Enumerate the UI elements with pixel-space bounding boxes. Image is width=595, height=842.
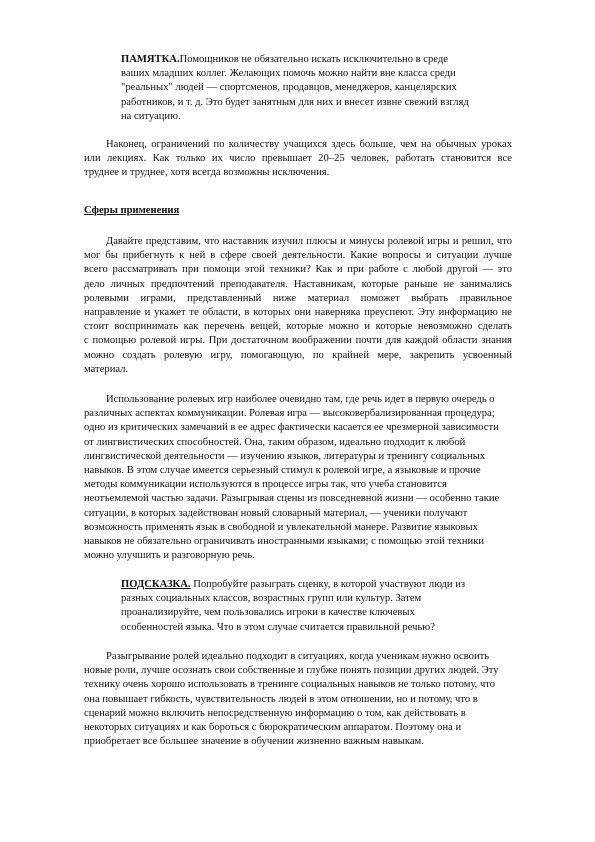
- paragraph-line: некоторых ситуациях и как бороться с бюрократическим аппаратом. Поэтому она и: [84, 722, 462, 734]
- hint-line: Попробуйте разыграть сценку, в которой участвуют люди из: [190, 579, 466, 590]
- paragraph-3: [84, 393, 512, 563]
- section-heading: Сферы применения: [84, 205, 180, 216]
- note-label: ПАМЯТКА.: [121, 54, 180, 65]
- paragraph-line: новые роли, лучше осознать свои собственные и глубже понять позиции других людей. Эту: [84, 665, 499, 677]
- paragraph-line: можно создать ролевую игру, помогающую, по крайней мере, закрепить усвоенный: [84, 349, 512, 361]
- paragraph-line: возможность применять язык в свободной и увлекательной манере. Развитие языковых: [84, 521, 478, 533]
- paragraph-line: приобретает все большее значение в обучении жизненно важным навыкам.: [84, 736, 424, 748]
- hint-line: проанализируйте, чем пользовались игроки в качестве ключевых: [121, 607, 415, 619]
- note-line: "реальных" людей — спортсменов, продавцов, менеджеров, канцелярских: [121, 82, 457, 94]
- paragraph-line: труднее и труднее, хотя всегда возможны исключения.: [84, 167, 330, 179]
- paragraph-line: материал.: [84, 363, 129, 375]
- paragraph-4: [84, 650, 512, 749]
- hint-line: разных социальных классов, возрастных групп или культур. Затем: [121, 593, 422, 605]
- paragraph-line: Разыгрывание ролей идеально подходит в ситуациях, когда ученикам нужно освоить: [106, 651, 490, 662]
- paragraph-line: с помощью ролевой игры. При достаточном воображении почти для каждой области знания: [84, 335, 512, 347]
- paragraph-line: навыков. В этом случае имеется серьезный стимул к ролевой игре, а языковые и прочие: [84, 465, 481, 477]
- hint-label: ПОДСКАЗКА.: [121, 579, 191, 590]
- paragraph-line: дело личных предпочтений преподавателя. Наставникам, которые раньше не занимались: [84, 278, 512, 290]
- paragraph-line: Наконец, ограничений по количеству учащихся здесь больше, чем на обычных уроках: [106, 139, 512, 150]
- note-line: Помощников не обязательно искать исключительно в среде: [179, 54, 448, 65]
- paragraph-1: [84, 138, 512, 181]
- hint-box: [121, 578, 496, 635]
- paragraph-line: от лингвистических способностей. Она, таким образом, идеально подходит к любой: [84, 436, 466, 448]
- paragraph-line: Использование ролевых игр наиболее очевидно там, где речь идет в первую очередь о: [106, 394, 495, 405]
- paragraph-line: ролевыми играми, представленный ниже материал поможет выбрать правильное: [84, 292, 512, 304]
- paragraph-line: неотъемлемой частью задачи. Разыгрывая сцены из повседневной жизни — особенно такие: [84, 493, 500, 505]
- paragraph-line: Давайте представим, что наставник изучил плюсы и минусы ролевой игры и решил, что: [106, 236, 512, 247]
- note-first-line: [121, 53, 496, 67]
- paragraph-line: методы коммуникации используются в процессе игры так, что учеба становится: [84, 479, 447, 491]
- note-line: на ситуацию.: [121, 110, 181, 122]
- paragraph-line: сценарий можно включить непосредственную информацию о том, как действовать в: [84, 707, 466, 719]
- paragraph-line: стоит воспринимать как перечень вещей, которые можно и которые невозможно сделать: [84, 321, 512, 333]
- paragraph-line: направление и укажет те области, в которых они наверняка преуспеют. Эту информацию не: [84, 307, 512, 319]
- paragraph-line: ситуации, в которых задействован новый словарный материал, — ученики получают: [84, 507, 468, 519]
- paragraph-line: различных аспектах коммуникации. Ролевая игра — высоковербализированная процедура;: [84, 408, 495, 420]
- note-box: [121, 53, 496, 124]
- note-line: работников, и т. д. Это будет занятным для них и внесет извне свежий взгляд: [121, 96, 469, 108]
- paragraph-line: лингвистической деятельности — изучению языков, литературы и тренингу социальных: [84, 450, 486, 462]
- hint-first-line: [121, 578, 496, 592]
- hint-line: особенностей языка. Что в этом случае считается правильной речью?: [121, 621, 435, 633]
- paragraph-line: или лекциях. Как только их число превышает 20–25 человек, работать становится все: [84, 153, 512, 165]
- paragraph-line: одно из критических замечаний в ее адрес фактически касается ее чрезмерной зависимости: [84, 422, 499, 434]
- paragraph-line: мог бы прибегнуть к ней в сфере своей деятельности. Какие вопросы и ситуации лучше: [84, 250, 512, 262]
- paragraph-line: технику очень хорошо использовать в тренинге социальных навыков не только потому, что: [84, 679, 496, 691]
- paragraph-2: [84, 235, 512, 377]
- paragraph-line: можно улучшить и разговорную речь.: [84, 550, 255, 562]
- note-line: ваших младших коллег. Желающих помочь можно найти вне класса среди: [121, 68, 456, 80]
- paragraph-line: она повышает гибкость, чувствительность людей в этом отношении, но и потому, что в: [84, 693, 478, 705]
- paragraph-line: навыков не обязательно ограничивать иностранными языками; с помощью этой техники: [84, 536, 485, 548]
- paragraph-line: всего рассматривать при помощи этой техники? Как и при работе с любой другой — это: [84, 264, 512, 276]
